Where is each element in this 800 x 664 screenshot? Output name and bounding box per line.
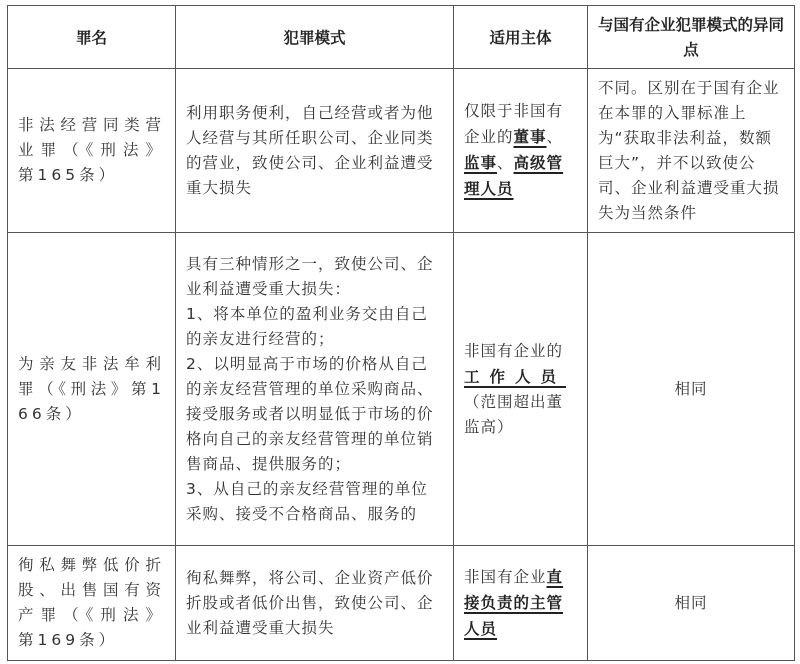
header-applicable-subject: 适用主体 <box>454 6 588 69</box>
subject-emphasis-staff: 工作人员 <box>464 366 567 386</box>
crime-pattern <box>176 233 454 546</box>
subject-note: （范围超出董监高） <box>464 392 564 436</box>
applicable-subject <box>454 69 588 233</box>
subject-emphasis-supervisors: 监事 <box>464 153 498 172</box>
subject-prefix: 非国有企业 <box>464 568 547 586</box>
crime-name: 为亲友非法牟利罪（《刑法》第166条） <box>8 233 176 546</box>
applicable-subject <box>454 233 588 546</box>
applicable-subject <box>454 546 588 661</box>
table-row <box>8 546 795 661</box>
crime-pattern: 利用职务便利，自己经营或者为他人经营与其所任职公司、企业同类的营业，致使公司、企业利益遭受重大损失 <box>176 69 454 233</box>
pattern-item: 1、将本单位的盈利业务交由自己的亲友进行经营的； <box>186 304 428 348</box>
table-row <box>8 233 795 546</box>
comparison: 不同。区别在于国有企业在本罪的入罪标准上为“获取非法利益，数额巨大”，并不以致使公司、企业利益遭受重大损失为当然条件 <box>588 69 795 233</box>
subject-prefix: 仅限于非国有企业的 <box>464 102 564 146</box>
header-row <box>8 6 795 69</box>
header-crime-pattern: 犯罪模式 <box>176 6 454 69</box>
crime-pattern: 徇私舞弊，将公司、企业资产低价折股或者低价出售，致使公司、企业利益遭受重大损失 <box>176 546 454 661</box>
subject-emphasis-directors: 董事 <box>513 127 547 146</box>
subject-emphasis-responsible-manager: 直接负责的主管人员 <box>464 567 564 638</box>
header-crime-name: 罪名 <box>8 6 176 69</box>
crime-name: 非法经营同类营业罪（《刑法》第165条） <box>8 69 176 233</box>
subject-separator: 、 <box>497 154 514 172</box>
subject-emphasis-senior-management: 高级管理人员 <box>464 153 564 198</box>
subject-separator: 、 <box>546 128 564 146</box>
pattern-intro: 具有三种情形之一，致使公司、企业利益遭受重大损失： <box>186 254 434 298</box>
comparison: 相同 <box>588 233 795 546</box>
crime-comparison-table <box>7 5 795 661</box>
table-row <box>8 69 795 233</box>
pattern-item: 3、从自己的亲友经营管理的单位采购、接受不合格商品、服务的 <box>186 479 428 523</box>
comparison: 相同 <box>588 546 795 661</box>
subject-prefix: 非国有企业的 <box>464 341 564 360</box>
pattern-item: 2、以明显高于市场的价格从自己的亲友经营管理的单位采购商品、接受服务或者以明显低于市场的价格向自己的亲友经营管理的单位销售商品、提供服务的； <box>186 354 434 473</box>
crime-name: 徇私舞弊低价折股、出售国有资产罪（《刑法》第169条） <box>8 546 176 661</box>
header-comparison: 与国有企业犯罪模式的异同点 <box>588 6 795 69</box>
